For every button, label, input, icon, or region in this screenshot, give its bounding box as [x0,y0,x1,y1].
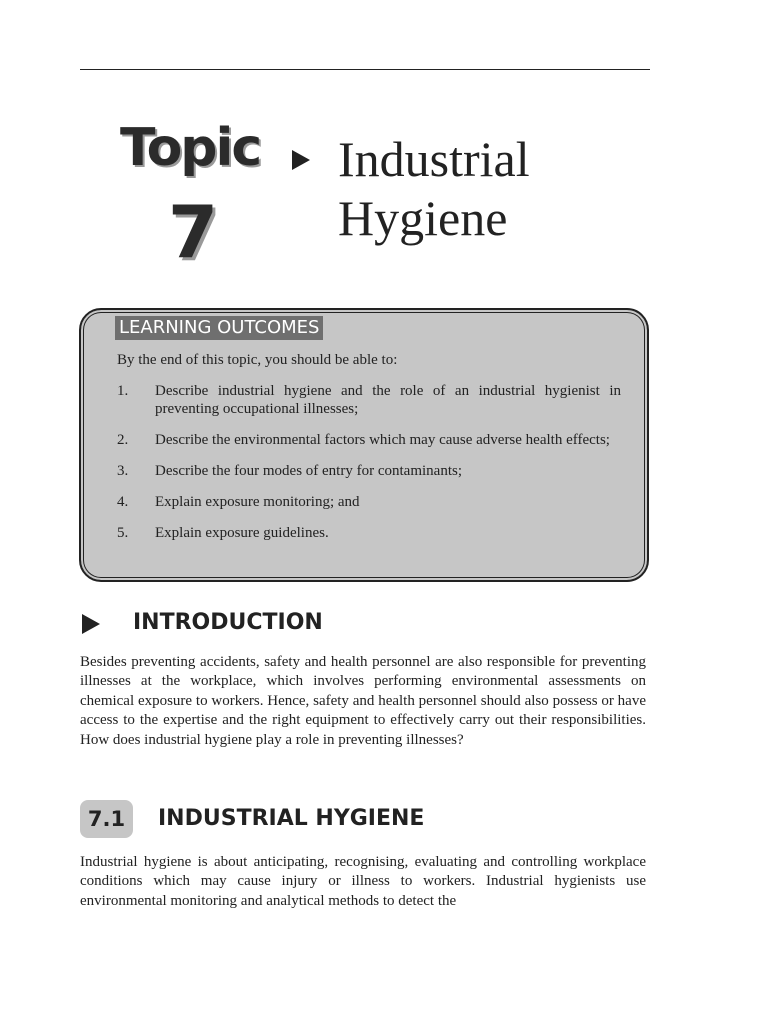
list-item-number: 3. [117,463,129,479]
list-item-number: 2. [117,432,129,448]
list-item-text: Explain exposure guidelines. [155,525,329,541]
topic-number: 7 [168,190,219,274]
list-item [117,462,621,480]
learning-outcomes-intro: By the end of this topic, you should be able to: [117,352,398,368]
list-item-text: Describe industrial hygiene and the role of an industrial hygienist in preventing occupational illnesses; [155,383,621,417]
topic-label: Topic [120,118,261,178]
section-heading: INDUSTRIAL HYGIENE [158,806,425,831]
introduction-heading: INTRODUCTION [133,610,323,635]
list-item-text: Explain exposure monitoring; and [155,494,360,510]
learning-outcomes-list [117,382,621,555]
learning-outcomes-heading: LEARNING OUTCOMES [115,316,323,340]
topic-title: Industrial Hygiene [338,131,530,246]
list-item [117,493,621,511]
introduction-arrow-icon [82,614,100,634]
section-number-badge: 7.1 [80,800,133,838]
list-item [117,524,621,542]
list-item [117,382,621,418]
title-arrow-icon [292,150,310,170]
section-paragraph: Industrial hygiene is about anticipating, recognising, evaluating and controlling workplace conditions which may cause injury or illness to workers. Industrial hygienists use environmental monitoring and analytical methods to detect the [80,854,646,909]
list-item-text: Describe the environmental factors which may cause adverse health effects; [155,432,610,448]
list-item [117,431,621,449]
list-item-number: 1. [117,383,129,399]
list-item-number: 4. [117,494,129,510]
list-item-number: 5. [117,525,129,541]
introduction-paragraph: Besides preventing accidents, safety and health personnel are also responsible for preventing illnesses at the workplace, which involves performing environmental assessments on chemical exposure to workers. Hence, safety and health personnel should also possess or have access to the expertise and the right equipment to effectively carry out their responsibilities. How does industrial hygiene play a role in preventing illnesses? [80,654,646,748]
list-item-text: Describe the four modes of entry for contaminants; [155,463,462,479]
top-rule [80,69,650,70]
